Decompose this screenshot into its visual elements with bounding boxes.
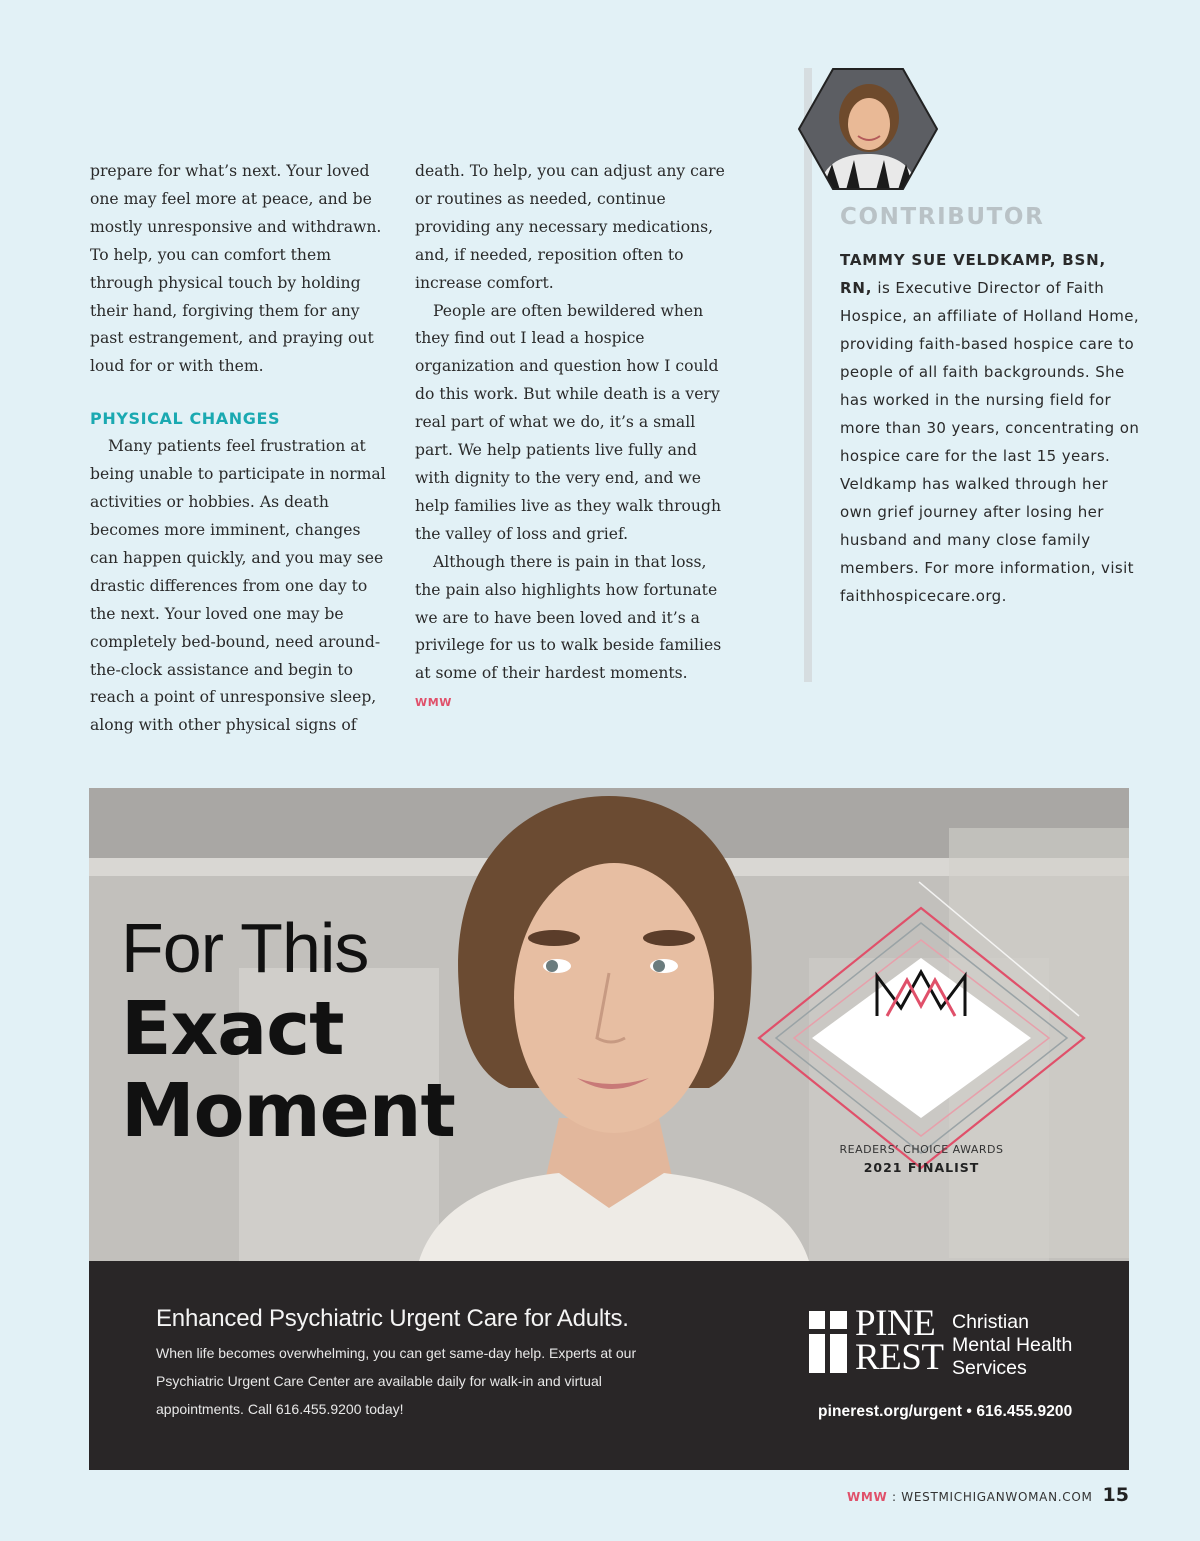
page-footer <box>847 1484 1129 1506</box>
ad-body-text: When life becomes overwhelming, you can get same-day help. Experts at our Psychiatric Urgent Care Center are available daily for walk-in and virtual appointments. Call 616.455.9200 today! <box>156 1345 637 1417</box>
footer-separator: : <box>887 1490 902 1504</box>
contributor-label: CONTRIBUTOR <box>840 204 1045 230</box>
article-paragraph: Many patients feel frustration at being unable to participate in normal activities or hobbies. As death becomes more imminent, changes can happen quickly, and you may see drastic differences from one day to the next. Your loved one may be completely bed-bound, need around-the-clock assistance and begin to reach a point of unresponsive sleep, along with other physical signs of <box>90 437 386 735</box>
footer-site-link[interactable]: WESTMICHIGANWOMAN.COM <box>901 1490 1093 1504</box>
article-paragraph-text: Although there is pain in that loss, the pain also highlights how fortunate we are to have been loved and it’s a privilege for us to walk beside families at some of their hardest moments. <box>415 552 722 683</box>
end-mark: WMW <box>415 696 453 710</box>
pine-rest-advertisement <box>89 788 1129 1470</box>
logo-sub-line: Services <box>952 1357 1027 1379</box>
headline-line-2: Exact <box>121 986 344 1072</box>
award-subtitle: 2021 FINALIST <box>863 1160 980 1175</box>
cross-window-icon <box>809 1311 847 1373</box>
article-column-2 <box>415 158 725 717</box>
award-title: READERS’ CHOICE AWARDS <box>839 1143 1004 1156</box>
readers-choice-award-badge <box>749 868 1099 1208</box>
contributor-bio <box>840 246 1140 610</box>
ad-photo <box>89 788 1129 1261</box>
logo-wordmark <box>855 1303 944 1378</box>
ad-subheading: Enhanced Psychiatric Urgent Care for Adults. <box>156 1305 629 1332</box>
ad-contact-link[interactable]: pinerest.org/urgent • 616.455.9200 <box>818 1403 1073 1420</box>
ad-headline <box>121 908 455 1152</box>
headline-line-3: Moment <box>121 1068 455 1154</box>
article-column-1 <box>90 158 390 740</box>
ad-info-bar <box>89 1261 1129 1470</box>
logo-word-rest: REST <box>855 1337 944 1378</box>
logo-subtitle <box>952 1311 1072 1380</box>
pine-rest-logo <box>809 1303 1099 1379</box>
section-subhead: PHYSICAL CHANGES <box>90 409 281 429</box>
headline-line-1: For This <box>121 909 369 987</box>
article-paragraph <box>415 549 725 717</box>
article-paragraph: death. To help, you can adjust any care or routines as needed, continue providing any necessary medications, and, if needed, reposition often to increase comfort. <box>415 162 725 292</box>
contributor-bio-text: is Executive Director of Faith Hospice, an affiliate of Holland Home, providing faith-based hospice care to people of all faith backgrounds. She has worked in the nursing field for more than 30 years, concentrating on hospice care for the last 15 years. Veldkamp has walked through her own grief journey after losing her husband and many close family members. For more information, visit faithhospicecare.org. <box>840 279 1140 605</box>
logo-word-pine: PINE <box>855 1303 936 1344</box>
article-paragraph: prepare for what’s next. Your loved one may feel more at peace, and be mostly unresponsive and withdrawn. To help, you can comfort them through physical touch by holding their hand, forgiving them for any past estrangement, and praying out loud for or with them. <box>90 162 382 376</box>
article-paragraph: People are often bewildered when they find out I lead a hospice organization and question how I could do this work. But while death is a very real part of what we do, it’s a small part. We help patients live fully and with dignity to the very end, and we help families live as they walk through the valley of loss and grief. <box>415 301 721 543</box>
logo-sub-line: Christian <box>952 1311 1029 1333</box>
contributor-headshot <box>798 68 938 190</box>
award-diamond-icon <box>749 868 1099 1208</box>
page-number: 15 <box>1102 1484 1129 1506</box>
contributor-name: TAMMY SUE VELDKAMP, BSN, RN, <box>840 251 1106 297</box>
logo-sub-line: Mental Health <box>952 1334 1073 1356</box>
footer-brand: WMW <box>846 1490 888 1504</box>
